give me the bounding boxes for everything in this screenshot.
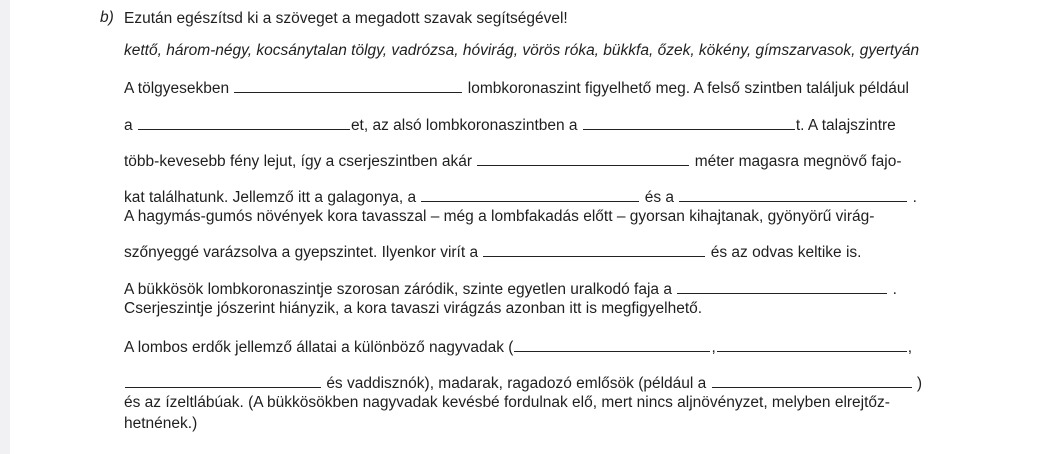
task-instruction: Ezután egészítsd ki a szöveget a megadott szavak segítségével! bbox=[124, 10, 568, 27]
text-line-10: és vaddisznók), madarak, ragadozó emlősök (például a ) bbox=[124, 372, 922, 394]
worksheet-page bbox=[10, 0, 1037, 454]
answer-blank-1[interactable] bbox=[234, 77, 462, 93]
word-bank: kettő, három-négy, kocsánytalan tölgy, vadrózsa, hóvirág, vörös róka, bükkfa, őzek, kökény, gímszarvasok, gyertyán bbox=[124, 42, 920, 59]
text-line-3: több-kevesebb fény lejut, így a cserjeszintben akár méter magasra megnövő fajo- bbox=[124, 150, 901, 172]
text-line-9: A lombos erdők jellemző állatai a különböző nagyvadak ( , , bbox=[124, 336, 912, 358]
text-line-8: Cserjeszintje jószerint hiányzik, a kora tavaszi virágzás azonban itt is megfigyelhető. bbox=[124, 300, 703, 317]
task-letter: b) bbox=[100, 9, 114, 26]
text-line-1: A tölgyesekben lombkoronaszint figyelhető meg. A felső szintben találjuk például bbox=[124, 77, 909, 99]
text-line-2: a et, az alsó lombkoronaszintben a t. A talajszintre bbox=[124, 114, 896, 136]
answer-blank-8[interactable] bbox=[677, 278, 887, 294]
answer-blank-10[interactable] bbox=[717, 336, 907, 352]
answer-blank-5[interactable] bbox=[421, 186, 639, 202]
answer-blank-7[interactable] bbox=[483, 241, 705, 257]
text-line-6: szőnyeggé varázsolva a gyepszintet. Ilyenkor virít a és az odvas keltike is. bbox=[124, 241, 861, 263]
answer-blank-12[interactable] bbox=[712, 372, 912, 388]
answer-blank-4[interactable] bbox=[477, 150, 689, 166]
answer-blank-11[interactable] bbox=[125, 372, 321, 388]
text-line-5: A hagymás-gumós növények kora tavasszal – még a lombfakadás előtt – gyorsan kihajtanak, gyönyörű virág- bbox=[124, 208, 875, 225]
answer-blank-9[interactable] bbox=[514, 336, 710, 352]
answer-blank-3[interactable] bbox=[583, 114, 795, 130]
answer-blank-6[interactable] bbox=[679, 186, 907, 202]
text-line-11: és az ízeltlábúak. (A bükkösökben nagyvadak kevésbé fordulnak elő, mert nincs aljnövényzet, melyben elrejtőz- bbox=[124, 394, 890, 411]
text-line-7: A bükkösök lombkoronaszintje szorosan záródik, szinte egyetlen uralkodó faja a . bbox=[124, 278, 897, 300]
text-line-12: hetnének.) bbox=[124, 415, 198, 432]
answer-blank-2[interactable] bbox=[138, 114, 350, 130]
text-line-4: kat találhatunk. Jellemző itt a galagonya, a és a . bbox=[124, 186, 917, 208]
